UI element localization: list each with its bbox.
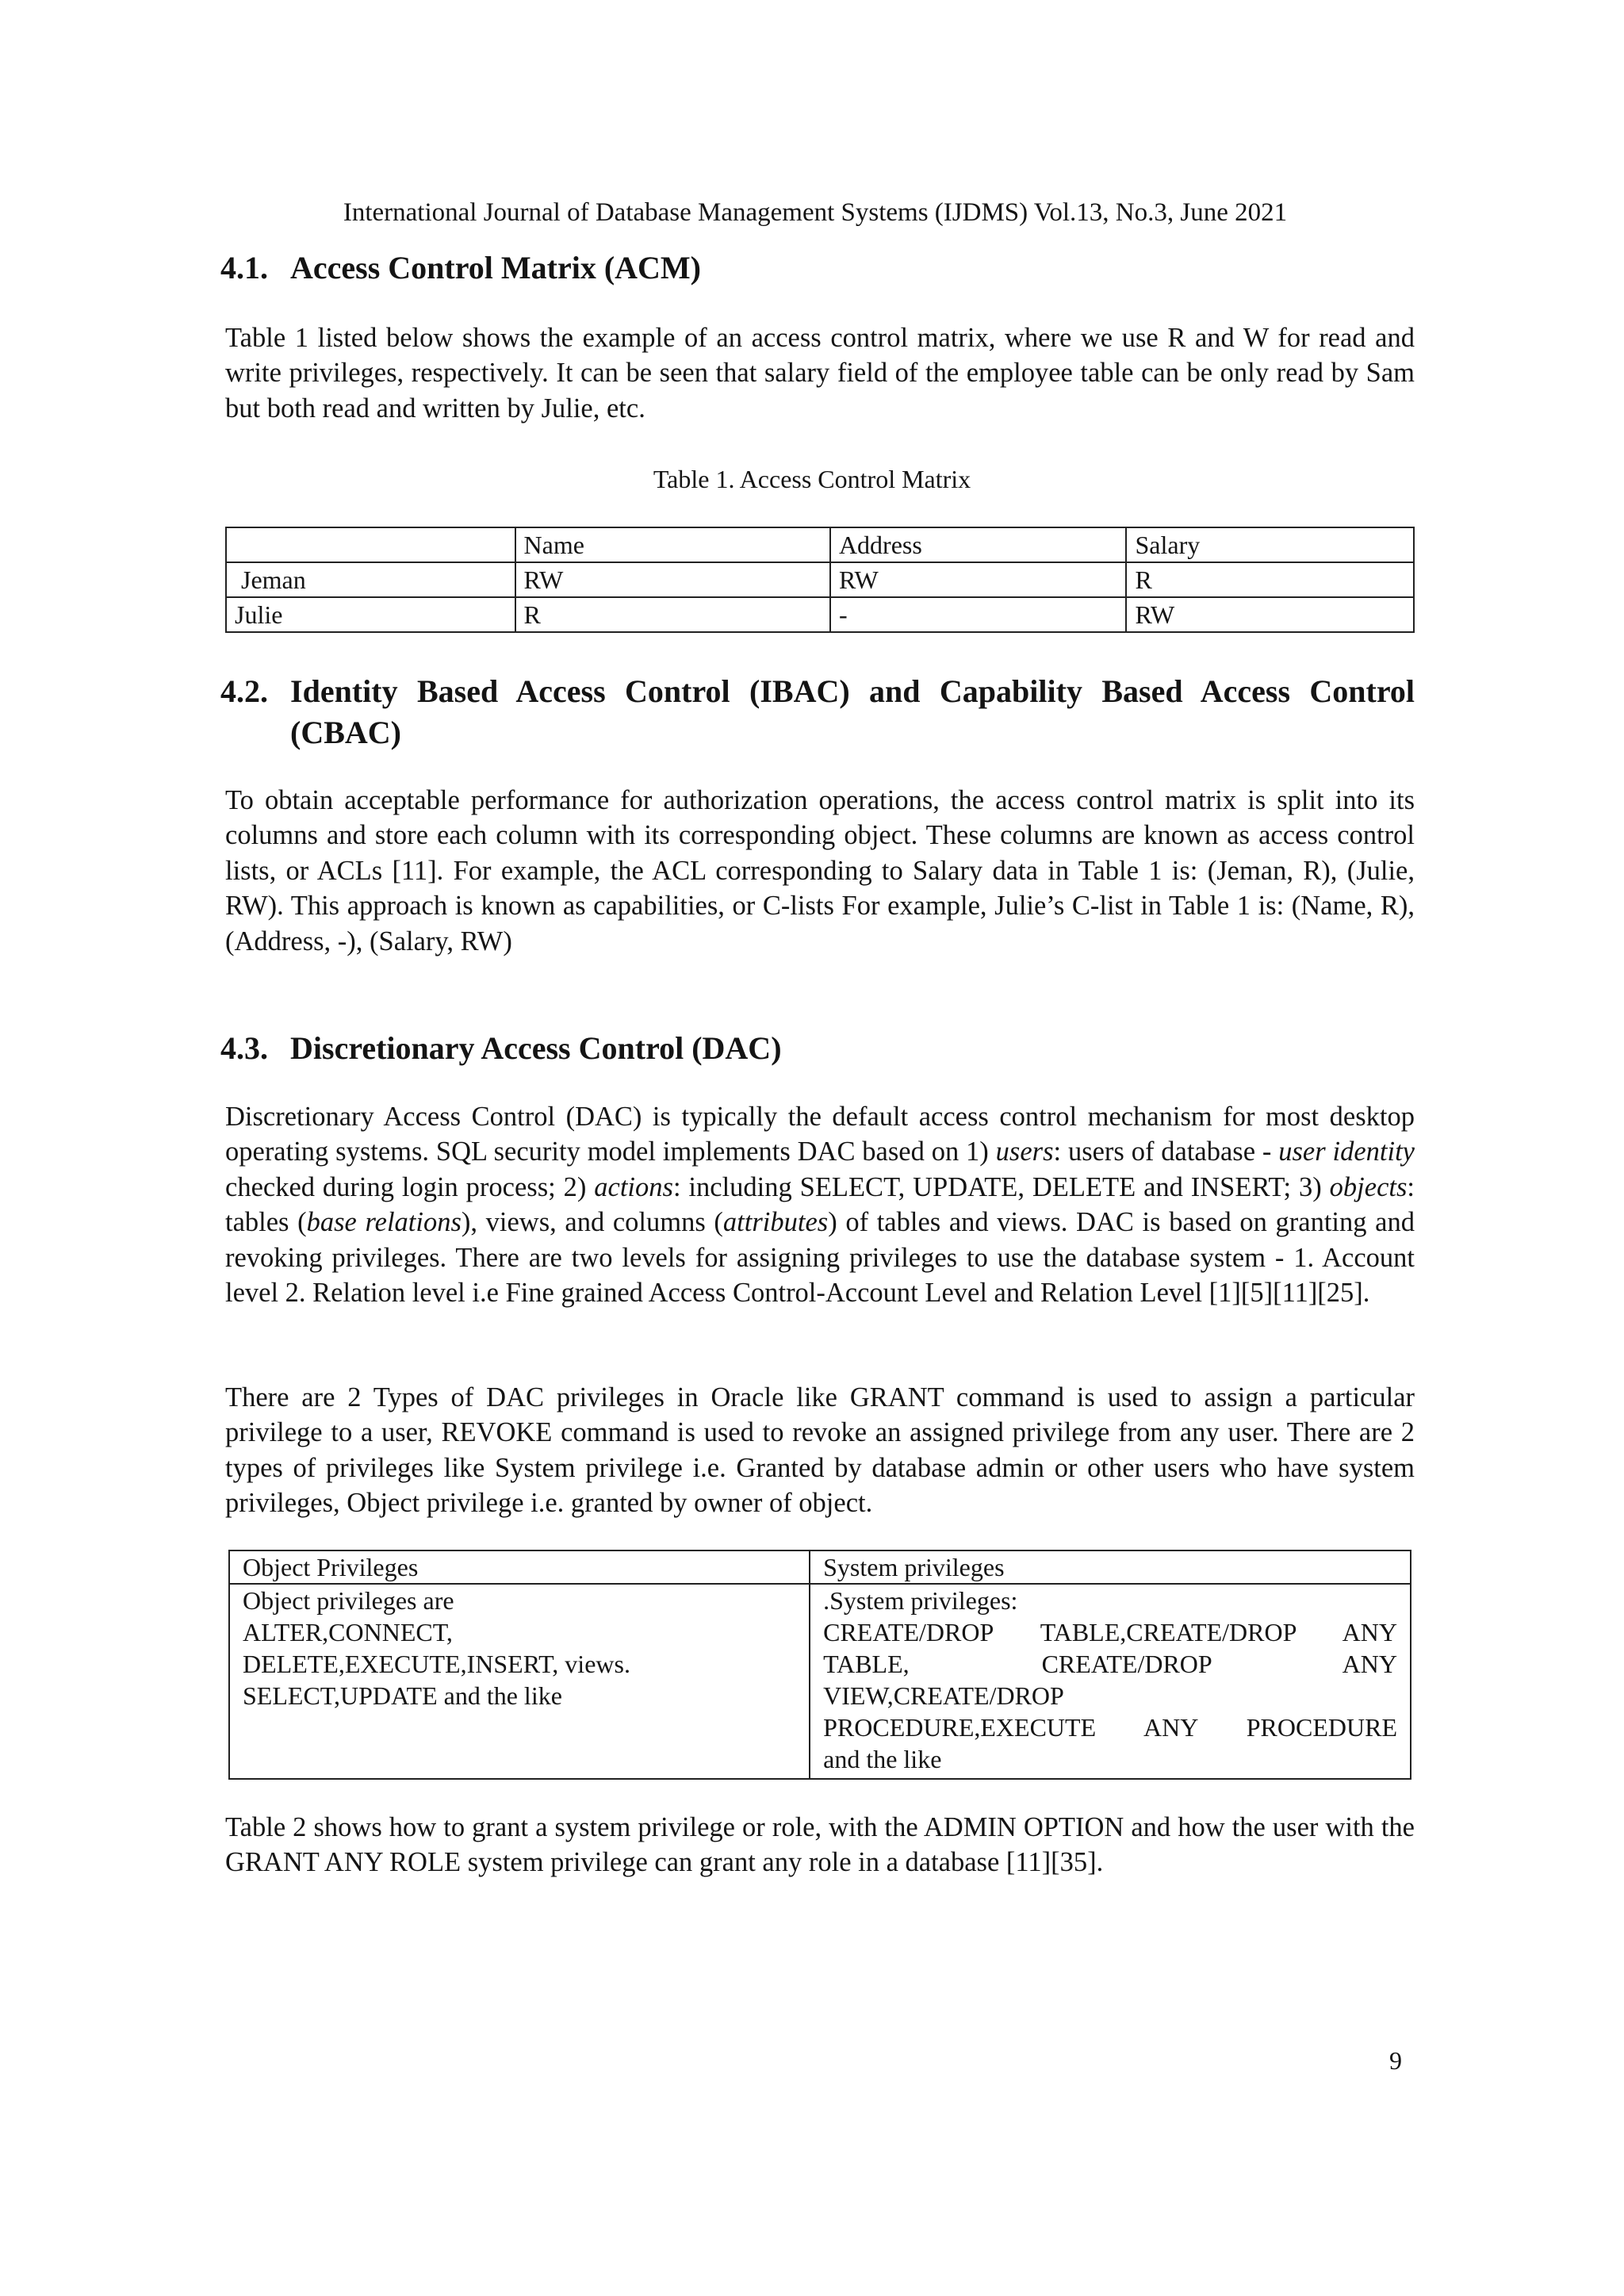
- object-privileges-cell: [229, 1584, 810, 1779]
- table-cell: Salary: [1126, 527, 1414, 562]
- text-run: : users of database -: [1053, 1137, 1279, 1167]
- text-run: ) of tables and views. DAC is based on granting and revoking privileges. There are two levels for assigning privileges to use the database system - 1. Account level 2. Relation level i.e Fine grained Access Control-Account Level and Relation Level [1][5][11][25].: [225, 1207, 1415, 1309]
- paragraph-acm: Table 1 listed below shows the example of an access control matrix, where we use R and W for read and write privileges, respectively. It can be seen that salary field of the employee table can be only read by Sam but both read and written by Julie, etc.: [225, 323, 1415, 424]
- paragraph-dac-intro: [225, 1099, 1415, 1310]
- section-heading-4-1: [220, 247, 701, 289]
- table-row: [229, 1584, 1411, 1779]
- section-heading-4-3: [220, 1028, 782, 1069]
- table-header-row: [229, 1550, 1411, 1584]
- text-run: checked during login process; 2): [225, 1171, 595, 1202]
- paragraph-table2-intro: Table 2 shows how to grant a system privilege or role, with the ADMIN OPTION and how the user with the GRANT ANY ROLE system privilege can grant any role in a database [11][35].: [225, 1812, 1415, 1878]
- table-cell: Jeman: [226, 562, 515, 597]
- table1-caption: Table 1. Access Control Matrix: [653, 465, 971, 493]
- text-run: : tables (: [225, 1171, 1415, 1238]
- table-cell: R: [515, 597, 830, 632]
- cell-line: VIEW,CREATE/DROP: [823, 1681, 1064, 1710]
- text-run-italic: base relations: [306, 1207, 462, 1238]
- text-run-italic: actions: [594, 1171, 673, 1202]
- table-cell: System privileges: [810, 1550, 1411, 1584]
- cell-line: CREATE/DROP TABLE,CREATE/DROP ANY: [823, 1618, 1397, 1646]
- cell-line: .System privileges:: [823, 1586, 1018, 1615]
- paragraph-ibac-cbac: To obtain acceptable performance for authorization operations, the access control matrix is split into its columns and store each column with its corresponding object. These columns are known as access control lists, or ACLs [11]. For example, the ACL corresponding to Salary data in Table 1 is: (Jeman, R), (Julie, RW). This approach is known as capabilities, or C-lists For example, Julie’s C-list in Table 1 is: (Name, R), (Address, -), (Salary, RW): [225, 785, 1415, 956]
- section-title: Access Control Matrix (ACM): [290, 250, 701, 286]
- section-number: 4.2.: [220, 673, 268, 709]
- section-number: 4.1.: [220, 250, 268, 286]
- cell-line: TABLE, CREATE/DROP ANY: [823, 1650, 1397, 1678]
- text-run-italic: attributes: [722, 1207, 829, 1238]
- cell-line: SELECT,UPDATE and the like: [243, 1681, 562, 1710]
- access-control-matrix-table: [225, 527, 1415, 633]
- text-run-italic: users: [995, 1137, 1054, 1167]
- section-number: 4.3.: [220, 1030, 268, 1066]
- table-cell: Object Privileges: [229, 1550, 810, 1584]
- section-title-line-1: Identity Based Access Control (IBAC) and Capability Based Access Control: [290, 673, 1415, 709]
- table-cell: Name: [515, 527, 830, 562]
- table-cell: [226, 527, 515, 562]
- text-run: ), views, and columns (: [461, 1207, 723, 1238]
- running-header: International Journal of Database Management Systems (IJDMS) Vol.13, No.3, June 2021: [343, 198, 1288, 227]
- table-cell: Address: [830, 527, 1127, 562]
- page-number: 9: [1389, 2046, 1402, 2075]
- cell-line: DELETE,EXECUTE,INSERT, views.: [243, 1650, 630, 1678]
- cell-line: ALTER,CONNECT,: [243, 1618, 453, 1646]
- table-header-row: [226, 527, 1414, 562]
- section-heading-4-2: [220, 671, 1415, 753]
- text-run: Discretionary Access Control (DAC) is typically the default access control mechanism for most desktop operating systems. SQL security model implements DAC based on 1): [225, 1102, 1415, 1167]
- table-cell: R: [1126, 562, 1414, 597]
- section-title-line-2: (CBAC): [290, 715, 401, 750]
- table-cell: Julie: [226, 597, 515, 632]
- text-run-italic: user identity: [1278, 1137, 1415, 1167]
- table-row: [226, 562, 1414, 597]
- paragraph-dac-privileges: There are 2 Types of DAC privileges in Oracle like GRANT command is used to assign a particular privilege to a user, REVOKE command is used to revoke an assigned privilege from any user. There are 2 types of privileges like System privilege i.e. Granted by database admin or other users who have system privileges, Object privilege i.e. granted by owner of object.: [225, 1382, 1415, 1519]
- cell-line: PROCEDURE,EXECUTE ANY PROCEDURE: [823, 1713, 1397, 1742]
- section-title: Discretionary Access Control (DAC): [290, 1030, 782, 1066]
- privileges-table: [228, 1550, 1411, 1780]
- cell-line: and the like: [823, 1745, 942, 1773]
- table-cell: RW: [1126, 597, 1414, 632]
- cell-line: Object privileges are: [243, 1586, 454, 1615]
- table-cell: -: [830, 597, 1127, 632]
- table-row: [226, 597, 1414, 632]
- text-run-italic: objects: [1329, 1171, 1408, 1202]
- table-cell: RW: [515, 562, 830, 597]
- table-cell: RW: [830, 562, 1127, 597]
- text-run: : including SELECT, UPDATE, DELETE and INSERT; 3): [672, 1171, 1330, 1202]
- system-privileges-cell: [810, 1584, 1411, 1779]
